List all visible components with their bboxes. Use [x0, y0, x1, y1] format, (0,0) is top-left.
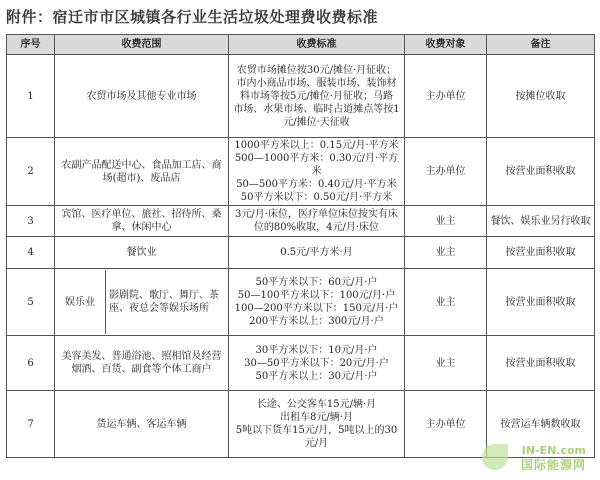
cell-standard: 长途、公交客车15元/辆·月 出租车8元/辆·月 5吨以下货车15元/月，5吨以上的30 元/月 [229, 391, 405, 458]
cell-target: 业主 [405, 237, 487, 269]
cell-scope: 餐饮业 [55, 237, 229, 269]
cell-target: 业主 [405, 206, 487, 237]
header-target: 收费对象 [405, 35, 487, 55]
cell-note: 按营业面积收取 [487, 269, 595, 336]
cell-no: 7 [7, 391, 55, 458]
table-row [7, 138, 595, 206]
cell-note: 按营业面积收取 [487, 237, 595, 269]
leaf-icon [482, 444, 508, 470]
cell-target: 主办单位 [405, 391, 487, 458]
cell-no: 1 [7, 55, 55, 138]
table-row [7, 269, 595, 336]
cell-scope: 美容美发、普通浴池、照相馆及经营烟酒、百货、副食等个体工商户 [55, 336, 229, 391]
fee-table [6, 34, 595, 458]
cell-scope: 宾馆、医疗单位、旅社、招待所、桑拿、休闲中心 [55, 206, 229, 237]
watermark-line1: IN-EN.com [521, 444, 586, 457]
cell-note: 按营运车辆数收取 [487, 391, 595, 458]
cell-standard: 3元/月·床位，医疗单位床位按实有床位的80%收取，4元/月·床位 [229, 206, 405, 237]
table-row [7, 55, 595, 138]
cell-no: 5 [7, 269, 55, 336]
cell-scope: 货运车辆、客运车辆 [55, 391, 229, 458]
cell-standard: 30平方米以下：10元/月·户 30—50平方米以下：20元/月·户 50平方米以上：30元/月·户 [229, 336, 405, 391]
table-header-row [7, 35, 595, 55]
header-standard: 收费标准 [229, 35, 405, 55]
watermark-logo [521, 444, 586, 472]
cell-no: 6 [7, 336, 55, 391]
header-no: 序号 [7, 35, 55, 55]
cell-scope: 农贸市场及其他专业市场 [55, 55, 229, 138]
cell-target: 主办单位 [405, 55, 487, 138]
cell-note: 按营业面积收取 [487, 138, 595, 206]
cell-standard: 农贸市场摊位按30元/摊位·月征收； 市内小商品市场、服装市场、装饰材 料市场等按5元/摊位·月征收；马路 市场、水果市场、临时占道摊点等按1 元/摊位·天征收 [229, 55, 405, 138]
table-row [7, 206, 595, 237]
table-row [7, 237, 595, 269]
header-note: 备注 [487, 35, 595, 55]
cell-standard: 1000平方米以上：0.15元/月·平方米 500—1000平方米：0.30元/月·平方米 50—500平方米：0.40元/月·平方米 50平方米以下：0.50元/月·平方米 [229, 138, 405, 206]
cell-standard: 0.5元/平方米·月 [229, 237, 405, 269]
cell-no: 2 [7, 138, 55, 206]
cell-note: 按摊位收取 [487, 55, 595, 138]
header-scope: 收费范围 [55, 35, 229, 55]
cell-scope-sub: 影剧院、歌厅、舞厅、茶座、夜总会等娱乐场所 [109, 290, 219, 314]
cell-scope [55, 269, 229, 336]
cell-scope: 农副产品配送中心、食品加工店、商场(超市)、废品店 [55, 138, 229, 206]
cell-no: 3 [7, 206, 55, 237]
cell-standard: 50平方米以下：60元/月·户 50—100平方米以下：100元/月·户 100—200平方米以下：150元/月·户 200平方米以上：300元/月·户 [229, 269, 405, 336]
cell-note: 餐饮、娱乐业另行收取 [487, 206, 595, 237]
cell-note: 按营业面积收取 [487, 336, 595, 391]
watermark-line2: 国际能源网 [520, 458, 586, 472]
cell-scope-main: 娱乐业 [55, 270, 106, 334]
cell-no: 4 [7, 237, 55, 269]
cell-target: 业主 [405, 336, 487, 391]
cell-target: 业主 [405, 269, 487, 336]
table-row [7, 336, 595, 391]
cell-target: 主办单位 [405, 138, 487, 206]
page-title: 附件：宿迁市市区城镇各行业生活垃圾处理费收费标准 [6, 8, 379, 26]
